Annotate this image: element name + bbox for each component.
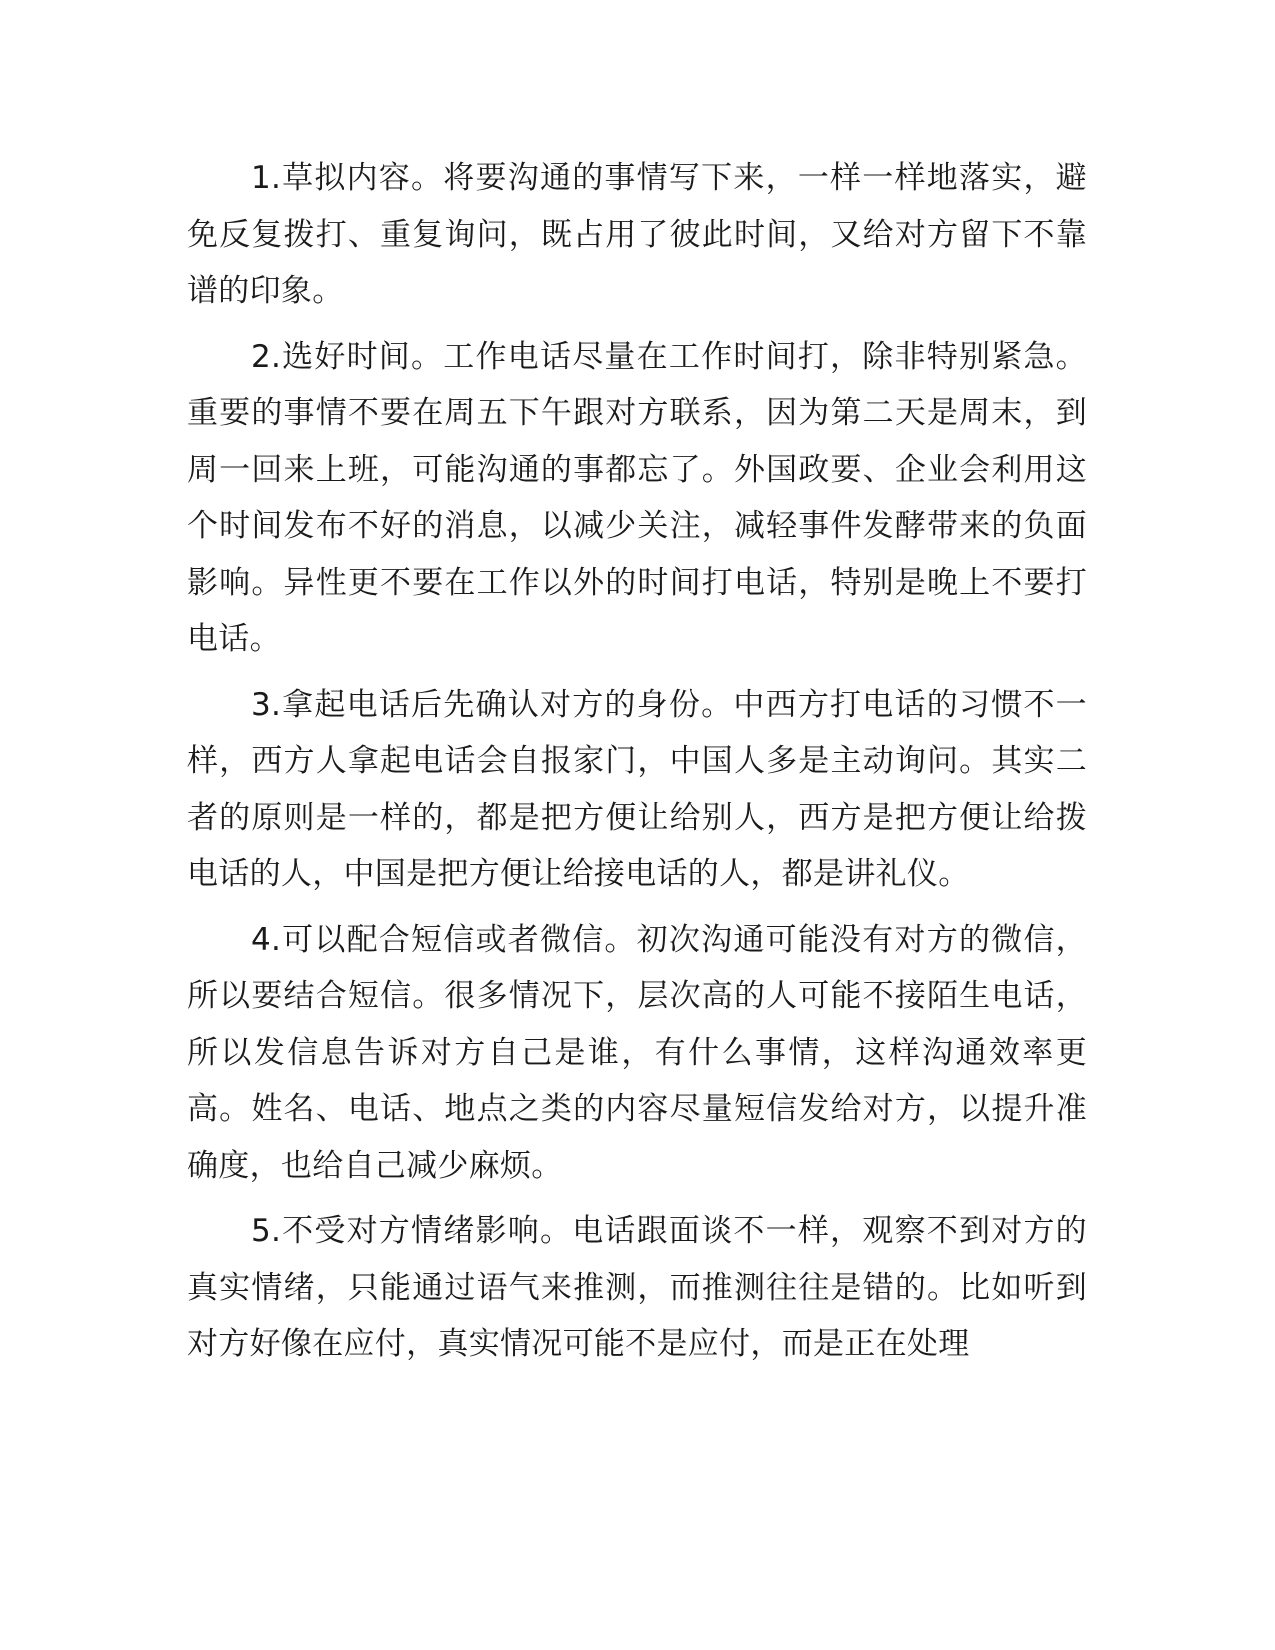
paragraph-emotion: 5.不受对方情绪影响。电话跟面谈不一样，观察不到对方的真实情绪，只能通过语气来推测，而推测往往是错的。比如听到对方好像在应付，真实情况可能不是应付，而是正在处理: [187, 1213, 1087, 1362]
document-body: [187, 150, 1087, 1382]
paragraph-confirm-identity: 3.拿起电话后先确认对方的身份。中西方打电话的习惯不一样，西方人拿起电话会自报家门，中国人多是主动询问。其实二者的原则是一样的，都是把方便让给别人，西方是把方便让给拨电话的人，中国是把方便让给接电话的人，都是讲礼仪。: [187, 686, 1087, 892]
paragraph-choose-time: 2.选好时间。工作电话尽量在工作时间打，除非特别紧急。重要的事情不要在周五下午跟对方联系，因为第二天是周末，到周一回来上班，可能沟通的事都忘了。外国政要、企业会利用这个时间发布不好的消息，以减少关注，减轻事件发酵带来的负面影响。异性更不要在工作以外的时间打电话，特别是晚上不要打电话。: [187, 338, 1087, 657]
paragraph-sms-wechat: 4.可以配合短信或者微信。初次沟通可能没有对方的微信，所以要结合短信。很多情况下，层次高的人可能不接陌生电话，所以发信息告诉对方自己是谁，有什么事情，这样沟通效率更高。姓名、电话、地点之类的内容尽量短信发给对方，以提升准确度，也给自己减少麻烦。: [187, 921, 1087, 1184]
paragraph-draft-content: 1.草拟内容。将要沟通的事情写下来，一样一样地落实，避免反复拨打、重复询问，既占用了彼此时间，又给对方留下不靠谱的印象。: [187, 160, 1087, 309]
